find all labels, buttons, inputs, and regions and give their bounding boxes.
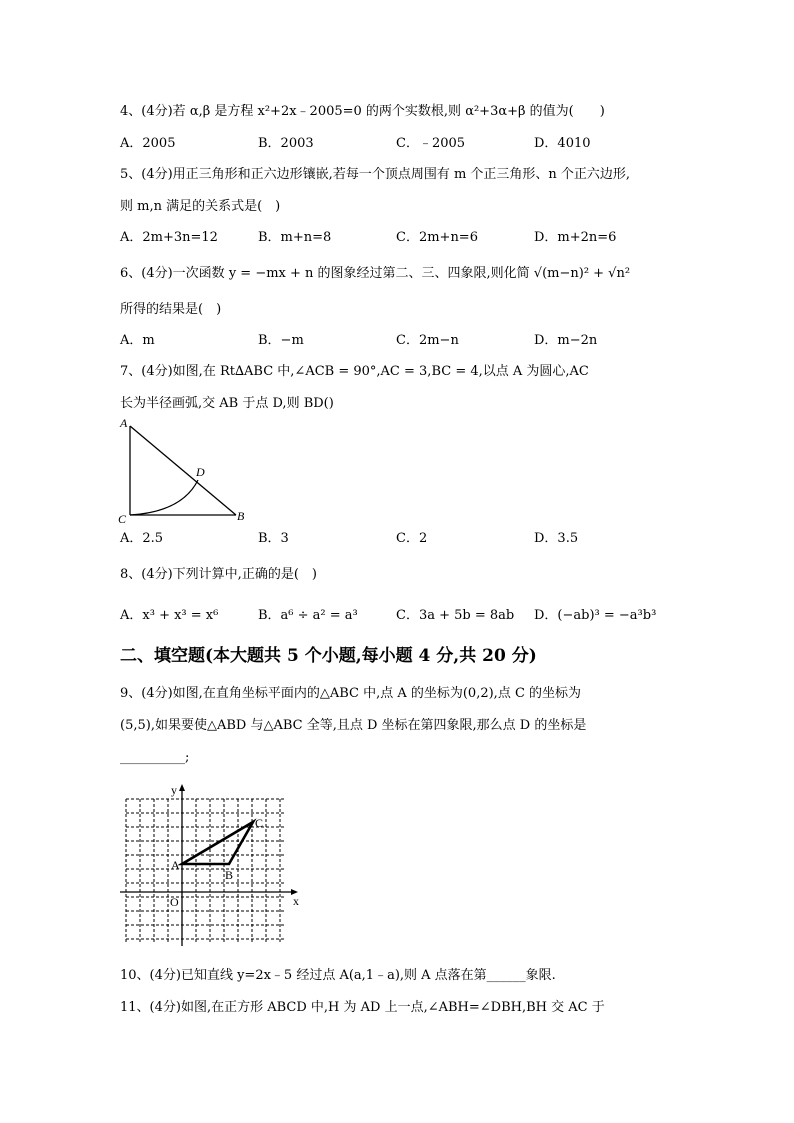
q7-arc	[130, 480, 198, 515]
q9-y-axis-arrow	[179, 784, 185, 791]
q9-coordinate-figure	[112, 782, 312, 950]
q4-option-c: C．﹣2005	[396, 136, 466, 151]
q9-label-x: x	[293, 894, 299, 908]
q8-option-c: C．3a + 5b = 8ab	[396, 608, 515, 623]
q6-option-c: C．2m−n	[396, 333, 459, 348]
q9-answer-blank: __________;	[120, 750, 190, 765]
q7-option-c: C．2	[396, 531, 428, 546]
q7-option-a: A．2.5	[120, 531, 164, 546]
q5-options	[120, 230, 720, 246]
q7-label-b: B	[237, 509, 245, 523]
q6-option-b: B．−m	[258, 333, 304, 348]
q7-stem-line1: 7、(4分)如图,在 Rt∆ABC 中,∠ACB = 90°,AC = 3,BC = 4,以点 A 为圆心,AC	[120, 364, 589, 379]
q7-label-c: C	[118, 512, 127, 526]
q10-stem: 10、(4分)已知直线 y=2x﹣5 经过点 A(a,1﹣a),则 A 点落在第______象限.	[120, 968, 556, 983]
q8-stem: 8、(4分)下列计算中,正确的是( )	[120, 567, 317, 582]
q4-options	[120, 136, 720, 152]
q9-label-o: O	[170, 895, 179, 909]
q6-option-a: A．m	[120, 333, 155, 348]
q8-options	[120, 608, 720, 624]
q5-option-a: A．2m+3n=12	[120, 230, 218, 245]
q9-stem-line2: (5,5),如果要使△ABD 与△ABC 全等,且点 D 坐标在第四象限,那么点 D 的坐标是	[120, 718, 587, 733]
q9-label-b: B	[225, 868, 234, 882]
q8-option-a: A．x³ + x³ = x⁶	[120, 608, 219, 623]
q4-option-b: B．2003	[258, 136, 314, 151]
q6-stem-line2: 所得的结果是( )	[120, 302, 222, 317]
q9-label-y: y	[171, 783, 177, 797]
q7-option-d: D．3.5	[534, 531, 579, 546]
q9-triangle-abc	[182, 822, 253, 864]
q7-triangle-figure	[112, 414, 252, 526]
q5-option-c: C．2m+n=6	[396, 230, 478, 245]
q9-label-a: A	[171, 858, 180, 872]
q9-label-c: C	[255, 816, 264, 830]
q7-stem-line2: 长为半径画弧,交 AB 于点 D,则 BD()	[120, 396, 334, 411]
q5-option-b: B．m+n=8	[258, 230, 332, 245]
q7-side-ab	[130, 426, 236, 515]
q7-label-d: D	[196, 465, 205, 479]
q4-option-d: D．4010	[534, 136, 591, 151]
q5-stem-line2: 则 m,n 满足的关系式是( )	[120, 199, 281, 214]
q8-option-b: B．a⁶ ÷ a² = a³	[258, 608, 358, 623]
q7-label-a: A	[120, 416, 128, 430]
q8-option-d: D．(−ab)³ = −a³b³	[534, 608, 657, 623]
q5-option-d: D．m+2n=6	[534, 230, 617, 245]
q5-stem-line1: 5、(4分)用正三角形和正六边形镶嵌,若每一个顶点周围有 m 个正三角形、n 个正六边形,	[120, 167, 631, 182]
q6-option-d: D．m−2n	[534, 333, 598, 348]
q4-option-a: A．2005	[120, 136, 176, 151]
q7-options	[120, 531, 720, 547]
q11-stem: 11、(4分)如图,在正方形 ABCD 中,H 为 AD 上一点,∠ABH=∠DBH,BH 交 AC 于	[120, 1000, 605, 1015]
q9-stem-line1: 9、(4分)如图,在直角坐标平面内的△ABC 中,点 A 的坐标为(0,2),点 C 的坐标为	[120, 686, 582, 701]
section-fill-in-title: 二、填空题(本大题共 5 个小题,每小题 4 分,共 20 分)	[120, 646, 537, 666]
q6-options	[120, 333, 720, 349]
q7-option-b: B．3	[258, 531, 289, 546]
q4-stem: 4、(4分)若 α,β 是方程 x²+2x﹣2005=0 的两个实数根,则 α²+3α+β 的值为( )	[120, 104, 605, 119]
q6-stem-line1: 6、(4分)一次函数 y = −mx + n 的图象经过第二、三、四象限,则化简 √(m−n)² + √n²	[120, 266, 631, 281]
